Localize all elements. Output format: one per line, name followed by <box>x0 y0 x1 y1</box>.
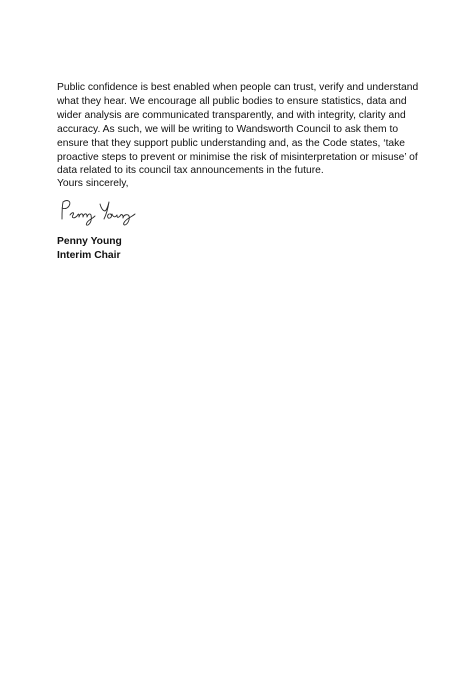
letter-closing: Yours sincerely, <box>57 178 129 189</box>
handwritten-signature <box>57 196 137 228</box>
signatory-name: Penny Young <box>57 236 122 247</box>
signatory-title: Interim Chair <box>57 250 121 261</box>
signatory-block <box>57 235 122 263</box>
letter-body-paragraph: Public confidence is best enabled when people can trust, verify and understand what they hear. We encourage all public bodies to ensure statistics, data and wider analysis are communicated transparently, and with integrity, clarity and accuracy. As such, we will be writing to Wandsworth Council to ask them to ensure that they support public understanding and, as the Code states, ‘take proactive steps to prevent or minimise the risk of misinterpretation or misuse’ of data related to its council tax announcements in the future. <box>57 82 419 177</box>
